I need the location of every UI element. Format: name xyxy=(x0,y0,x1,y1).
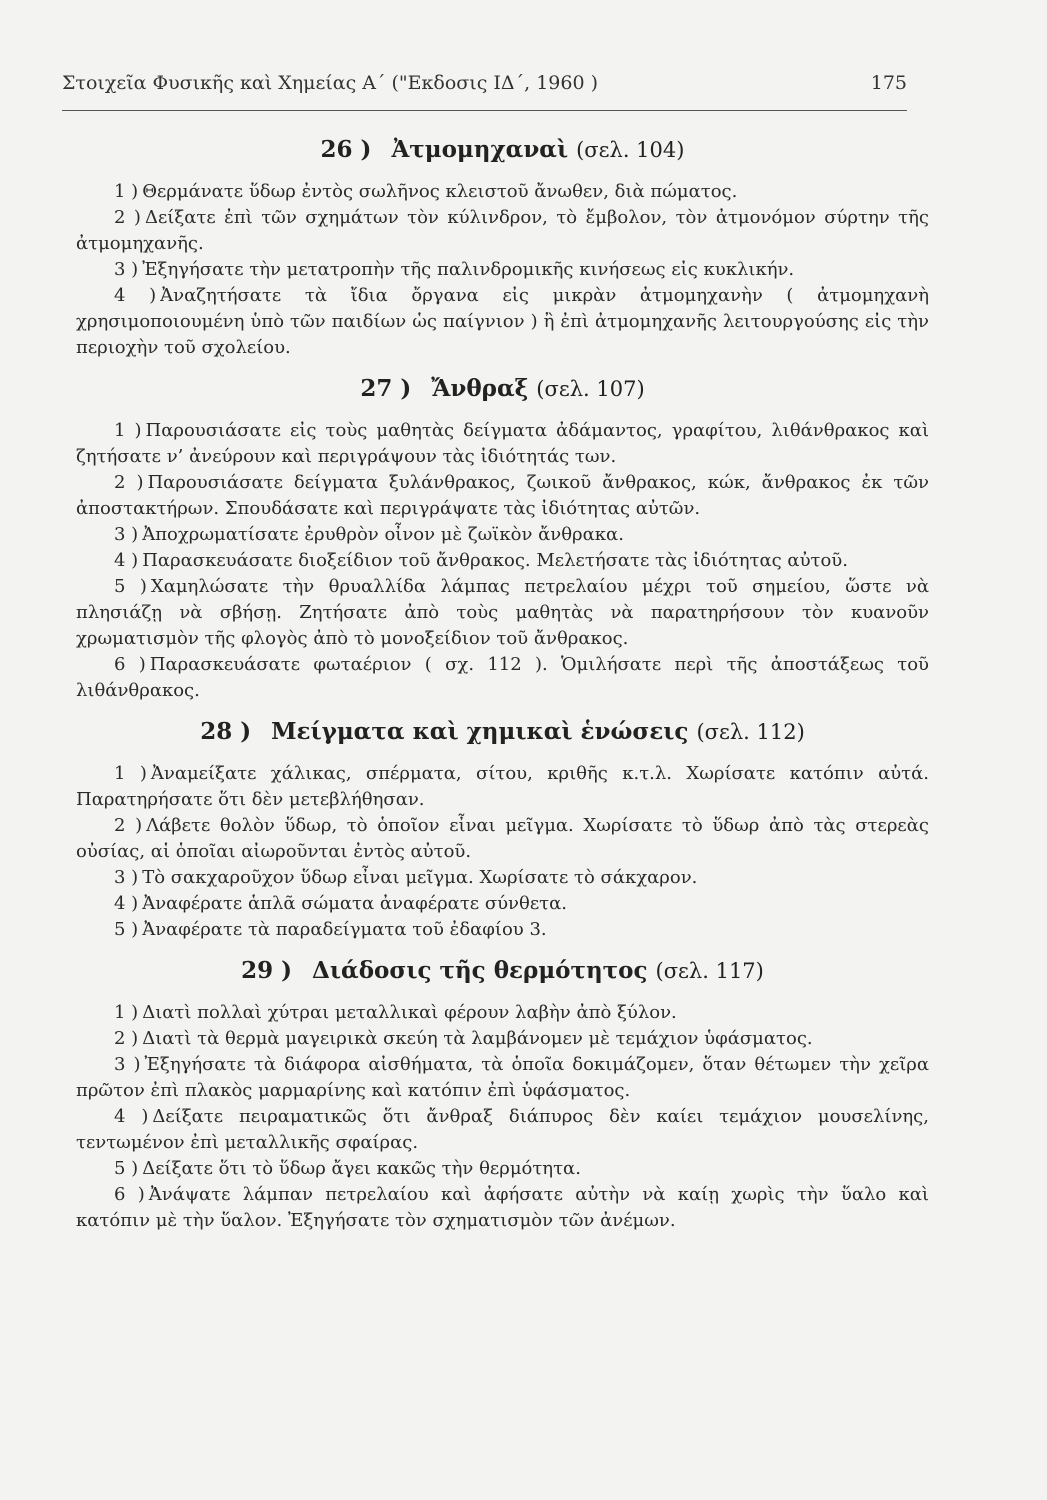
item-number: 4 ) xyxy=(114,550,139,571)
header-title: Στοιχεῖα Φυσικῆς καὶ Χημείας Α΄ ("Εκδοσις ΙΔ΄, 1960 ) xyxy=(62,72,598,94)
item-number: 6 ) xyxy=(114,1184,145,1205)
section-number: 28 ) xyxy=(200,718,252,745)
item-number: 5 ) xyxy=(114,576,147,597)
exercise-item xyxy=(76,1052,929,1104)
section xyxy=(76,957,929,1234)
section-heading xyxy=(76,375,929,402)
item-number: 3 ) xyxy=(114,867,139,888)
section-page-ref: (σελ. 117) xyxy=(655,959,764,983)
item-text: Δείξατε πειραματικῶς ὅτι ἄνθραξ διάπυρος δὲν καίει τεμάχιον μουσελίνης, τεντωμένον ἐπὶ μεταλλικῆς σφαίρας. xyxy=(76,1106,929,1153)
item-text: Ἐξηγήσατε τὰ διάφορα αἰσθήματα, τὰ ὁποῖα δοκιμάζομεν, ὅταν θέτωμεν τὴν χεῖρα πρῶτον ἐπὶ πλακὸς μαρμαρίνης καὶ κατόπιν ἐπὶ ὑφάσματος. xyxy=(76,1054,929,1101)
item-number: 1 ) xyxy=(114,181,139,202)
exercise-item xyxy=(76,1182,929,1234)
exercise-item xyxy=(76,179,929,205)
item-text: Παρασκευάσατε διοξείδιον τοῦ ἄνθρακος. Μελετήσατε τὰς ἰδιότητας αὐτοῦ. xyxy=(142,550,848,571)
item-number: 2 ) xyxy=(114,1028,139,1049)
item-text: Ἀποχρωματίσατε ἐρυθρὸν οἶνον μὲ ζωϊκὸν ἄνθρακα. xyxy=(142,524,624,545)
section xyxy=(76,136,929,361)
page-number: 175 xyxy=(870,72,907,94)
section-page-ref: (σελ. 104) xyxy=(576,138,685,162)
section-heading xyxy=(76,957,929,984)
running-header xyxy=(62,72,907,94)
item-text: Ἀναφέρατε τὰ παραδείγματα τοῦ ἐδαφίου 3. xyxy=(142,919,547,940)
exercise-item xyxy=(76,1156,929,1182)
section xyxy=(76,718,929,943)
item-text: Διατὶ πολλαὶ χύτραι μεταλλικαὶ φέρουν λαβὴν ἀπὸ ξύλον. xyxy=(142,1002,677,1023)
section-heading xyxy=(76,718,929,745)
item-number: 2 ) xyxy=(114,815,143,836)
section-page-ref: (σελ. 107) xyxy=(536,377,645,401)
item-text: Ἀναμείξατε χάλικας, σπέρματα, σίτου, κριθῆς κ.τ.λ. Χωρίσατε κατόπιν αὐτά. Παρατηρήσατε ὅτι δὲν μετεβλήθησαν. xyxy=(76,763,929,810)
item-text: Τὸ σακχαροῦχον ὕδωρ εἶναι μεῖγμα. Χωρίσατε τὸ σάκχαρον. xyxy=(142,867,698,888)
exercise-item xyxy=(76,652,929,704)
section xyxy=(76,375,929,704)
section-number: 27 ) xyxy=(360,375,412,402)
exercise-item xyxy=(76,761,929,813)
item-text: Παρουσιάσατε δείγματα ξυλάνθρακος, ζωικοῦ ἄνθρακος, κώκ, ἄνθρακος ἐκ τῶν ἀποστακτήρων. Σπουδάσατε καὶ περιγράψατε τὰς ἰδιότητας αὐτῶν. xyxy=(76,472,929,519)
item-number: 1 ) xyxy=(114,763,147,784)
exercise-item xyxy=(76,522,929,548)
section-page-ref: (σελ. 112) xyxy=(696,720,805,744)
exercise-item xyxy=(76,813,929,865)
section-title: Μείγματα καὶ χημικαὶ ἑνώσεις xyxy=(271,718,689,745)
exercise-item xyxy=(76,283,929,361)
item-text: Θερμάνατε ὕδωρ ἐντὸς σωλῆνος κλειστοῦ ἄνωθεν, διὰ πώματος. xyxy=(142,181,738,202)
item-text: Λάβετε θολὸν ὕδωρ, τὸ ὁποῖον εἶναι μεῖγμα. Χωρίσατε τὸ ὕδωρ ἀπὸ τὰς στερεὰς οὐσίας, αἱ ὁποῖαι αἰωροῦνται ἐντὸς αὐτοῦ. xyxy=(76,815,929,862)
item-number: 3 ) xyxy=(114,259,139,280)
section-title: Ἀτμομηχαναὶ xyxy=(391,136,569,163)
item-text: Ἐξηγήσατε τὴν μετατροπὴν τῆς παλινδρομικῆς κινήσεως εἰς κυκλικήν. xyxy=(142,259,795,280)
item-text: Χαμηλώσατε τὴν θρυαλλίδα λάμπας πετρελαίου μέχρι τοῦ σημείου, ὥστε νὰ πλησιάζῃ νὰ σβήσῃ. Ζητήσατε ἀπὸ τοὺς μαθητὰς νὰ παρατηρήσουν τὸν κυανοῦν χρωματισμὸν τῆς φλογὸς ἀπὸ τὸ μονοξείδιον τοῦ ἄνθρακος. xyxy=(76,576,929,649)
item-text: Διατὶ τὰ θερμὰ μαγειρικὰ σκεύη τὰ λαμβάνομεν μὲ τεμάχιον ὑφάσματος. xyxy=(142,1028,813,1049)
exercise-item xyxy=(76,257,929,283)
exercise-item xyxy=(76,1026,929,1052)
item-number: 6 ) xyxy=(114,654,146,675)
item-number: 5 ) xyxy=(114,1158,139,1179)
page-body xyxy=(76,136,929,1248)
exercise-item xyxy=(76,548,929,574)
item-text: Δείξατε ἐπὶ τῶν σχημάτων τὸν κύλινδρον, τὸ ἔμβολον, τὸν ἀτμονόμον σύρτην τῆς ἀτμομηχανῆς. xyxy=(76,207,929,254)
item-number: 3 ) xyxy=(114,1054,141,1075)
item-text: Ἀνάψατε λάμπαν πετρελαίου καὶ ἀφήσατε αὐτὴν νὰ καίῃ χωρὶς τὴν ὕαλο καὶ κατόπιν μὲ τὴν ὕαλον. Ἐξηγήσατε τὸν σχηματισμὸν τῶν ἀνέμων. xyxy=(76,1184,929,1231)
item-number: 3 ) xyxy=(114,524,139,545)
section-heading xyxy=(76,136,929,163)
item-text: Δείξατε ὅτι τὸ ὕδωρ ἄγει κακῶς τὴν θερμότητα. xyxy=(142,1158,581,1179)
section-title: Διάδοσις τῆς θερμότητος xyxy=(312,957,648,984)
exercise-item xyxy=(76,865,929,891)
item-number: 2 ) xyxy=(114,207,141,228)
header-rule xyxy=(62,110,907,111)
item-number: 4 ) xyxy=(114,1106,149,1127)
item-text: Παρουσιάσατε εἰς τοὺς μαθητὰς δείγματα ἀδάμαντος, γραφίτου, λιθάνθρακος καὶ ζητήσατε ν’ ἀνεύρουν καὶ περιγράψουν τὰς ἰδιότητάς των. xyxy=(76,420,929,467)
item-text: Ἀναφέρατε ἁπλᾶ σώματα ἀναφέρατε σύνθετα. xyxy=(142,893,567,914)
item-number: 2 ) xyxy=(114,472,144,493)
exercise-item xyxy=(76,1000,929,1026)
item-number: 1 ) xyxy=(114,420,142,441)
item-number: 4 ) xyxy=(114,285,157,306)
exercise-item xyxy=(76,418,929,470)
exercise-item xyxy=(76,574,929,652)
exercise-item xyxy=(76,891,929,917)
item-text: Ἀναζητήσατε τὰ ἴδια ὄργανα εἰς μικρὰν ἀτμομηχανὴν ( ἀτμομηχανὴ χρησιμοποιουμένη ὑπὸ τῶν παιδίων ὡς παίγνιον ) ἢ ἐπὶ ἀτμομηχανῆς λειτουργούσης εἰς τὴν περιοχὴν τοῦ σχολείου. xyxy=(76,285,929,358)
exercise-item xyxy=(76,1104,929,1156)
exercise-item xyxy=(76,470,929,522)
item-text: Παρασκευάσατε φωταέριον ( σχ. 112 ). Ὁμιλήσατε περὶ τῆς ἀποστάξεως τοῦ λιθάνθρακος. xyxy=(76,654,929,701)
item-number: 4 ) xyxy=(114,893,139,914)
exercise-item xyxy=(76,917,929,943)
section-title: Ἄνθραξ xyxy=(431,375,529,402)
section-number: 29 ) xyxy=(241,957,293,984)
item-number: 5 ) xyxy=(114,919,139,940)
exercise-item xyxy=(76,205,929,257)
item-number: 1 ) xyxy=(114,1002,139,1023)
section-number: 26 ) xyxy=(320,136,372,163)
